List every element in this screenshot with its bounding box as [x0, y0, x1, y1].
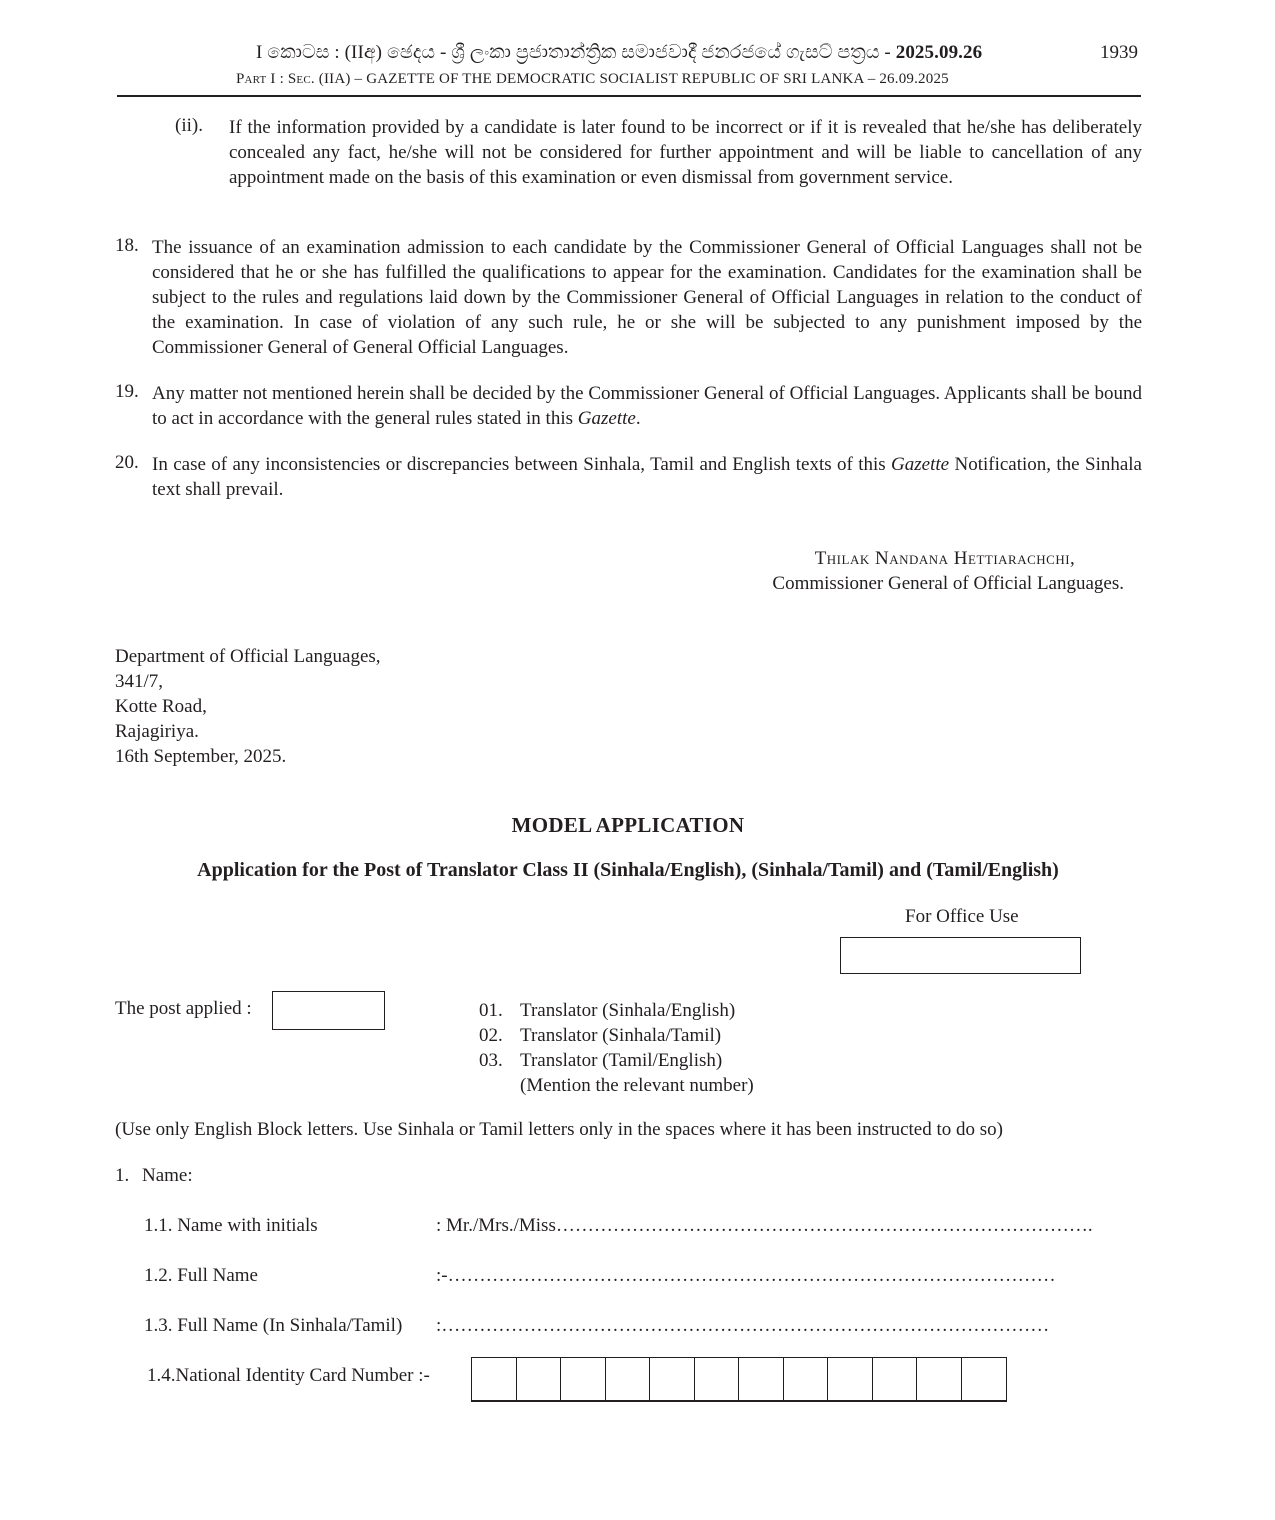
nic-digit-box[interactable] [917, 1358, 962, 1400]
nic-label: 1.4.National Identity Card Number :- [147, 1365, 430, 1386]
nic-digit-box[interactable] [695, 1358, 740, 1400]
post-applied-input[interactable] [272, 991, 385, 1030]
section-label: Name: [142, 1165, 193, 1186]
clause-text-20 [152, 452, 1142, 502]
nic-input-boxes [471, 1357, 1007, 1402]
field-full-name [144, 1265, 1144, 1287]
field-full-name-sinhala-tamil [144, 1315, 1144, 1337]
full-name-input[interactable] [436, 1265, 1138, 1287]
signatory-name: Thilak Nandana Hettiarachchi, [814, 548, 1076, 569]
full-name-sinhala-tamil-input[interactable] [436, 1315, 1126, 1337]
post-option-number: 01. [479, 1000, 503, 1021]
clause-text-ii: If the information provided by a candidate is later found to be incorrect or if it is revealed that he/she has deliberately concealed any fact, he/she will not be considered for further appointment and will be liable to cancellation of any appointment made on the basis of this examination or even dismissal from government service. [229, 117, 1142, 188]
nic-digit-box[interactable] [606, 1358, 651, 1400]
field-dots: …………………………………………………………………………………… [441, 1315, 1050, 1336]
clause-20-text-before: In case of any inconsistencies or discrepancies between Sinhala, Tamil and English texts of this [152, 454, 892, 475]
header-english-title: – GAZETTE OF THE DEMOCRATIC SOCIALIST REPUBLIC OF SRI LANKA – 26.09.2025 [350, 71, 949, 87]
field-dots: …………………………………………………………………………. [555, 1215, 1093, 1236]
nic-digit-box[interactable] [650, 1358, 695, 1400]
nic-digit-box[interactable] [873, 1358, 918, 1400]
post-option [479, 998, 754, 1023]
form-subtitle: Application for the Post of Translator Class II (Sinhala/English), (Sinhala/Tamil) and (Tamil/English) [197, 859, 1059, 881]
field-prefix: : Mr./Mrs./Miss [436, 1215, 556, 1236]
clause-number-18: 18. [115, 235, 139, 256]
clause-19-text-before: Any matter not mentioned herein shall be decided by the Commissioner General of Official Languages. Applicants shall be bound to act in accordance with the general rules stated in this [152, 383, 1142, 429]
header-part-section: Part I : Sec. (IIA) [236, 71, 351, 87]
field-label: 1.2. Full Name [144, 1265, 258, 1286]
field-dots: …………………………………………………………………………………… [447, 1265, 1056, 1286]
gazette-header-sinhala [256, 42, 982, 64]
department-address [115, 644, 381, 769]
signatory-title: Commissioner General of Official Languages. [772, 573, 1124, 594]
field-label: 1.1. Name with initials [144, 1215, 318, 1236]
address-line: Kotte Road, [115, 696, 207, 717]
field-prefix: : [436, 1315, 442, 1336]
clause-19-text-after: . [635, 408, 641, 429]
nic-digit-box[interactable] [517, 1358, 562, 1400]
post-option-label: Translator (Sinhala/English) [520, 1000, 736, 1021]
nic-digit-box[interactable] [828, 1358, 873, 1400]
office-use-label: For Office Use [905, 906, 1019, 927]
header-sinhala-title: I කොටස : (IIඅ) ඡෙදය - ශ්‍රී ලංකා ප්‍රජාතාන්ත්‍රික සමාජවාදී ජනරජයේ ගැසට් පත්‍රය - [256, 42, 896, 63]
office-use-box[interactable] [840, 937, 1081, 974]
clause-number-ii: (ii). [175, 115, 203, 136]
clause-text-18: The issuance of an examination admission to each candidate by the Commissioner General of Official Languages shall not be considered that he or she has fulfilled the qualifications to appear for the examination. Candidates for the examination shall be subject to the rules and regulations laid down by the Commissioner General of Official Languages in relation to the conduct of the examination. In case of violation of any such rule, he or she will be subjected to any punishment imposed by the Commissioner General of General Official Languages. [152, 237, 1142, 358]
post-option-label: Translator (Tamil/English) [520, 1050, 723, 1071]
nic-digit-box[interactable] [962, 1358, 1007, 1400]
clause-20-text-after: Notification, the Sinhala text shall prevail. [152, 454, 1142, 500]
post-option [479, 1048, 754, 1073]
gazette-italic: Gazette [577, 408, 636, 429]
nic-digit-box[interactable] [472, 1358, 517, 1400]
page-number: 1939 [1100, 42, 1138, 63]
section-number: 1. [115, 1165, 130, 1186]
gazette-header-english [236, 71, 949, 88]
section-name-heading [115, 1165, 193, 1187]
field-label: 1.3. Full Name (In Sinhala/Tamil) [144, 1315, 403, 1336]
address-date: 16th September, 2025. [115, 746, 287, 767]
form-instruction: (Use only English Block letters. Use Sinhala or Tamil letters only in the spaces where it has been instructed to do so) [115, 1119, 1003, 1140]
gazette-italic: Gazette [891, 454, 950, 475]
clause-text-19 [152, 381, 1142, 431]
form-title: MODEL APPLICATION [511, 813, 745, 837]
address-line: Rajagiriya. [115, 721, 199, 742]
header-sinhala-date: 2025.09.26 [895, 42, 983, 63]
post-option-number: 02. [479, 1025, 503, 1046]
address-line: 341/7, [115, 671, 164, 692]
post-options-list [479, 998, 754, 1098]
field-name-with-initials [144, 1215, 1144, 1237]
post-applied-label: The post applied : [115, 998, 252, 1019]
clause-number-20: 20. [115, 452, 139, 473]
header-divider [117, 95, 1141, 97]
field-prefix: :- [436, 1265, 448, 1286]
post-option-number: 03. [479, 1050, 503, 1071]
nic-digit-box[interactable] [561, 1358, 606, 1400]
post-option [479, 1023, 754, 1048]
nic-digit-box[interactable] [739, 1358, 784, 1400]
address-line: Department of Official Languages, [115, 646, 381, 667]
nic-digit-box[interactable] [784, 1358, 829, 1400]
post-option-label: Translator (Sinhala/Tamil) [520, 1025, 722, 1046]
name-with-initials-input[interactable] [436, 1215, 1138, 1237]
clause-number-19: 19. [115, 381, 139, 402]
post-options-note: (Mention the relevant number) [520, 1075, 754, 1096]
